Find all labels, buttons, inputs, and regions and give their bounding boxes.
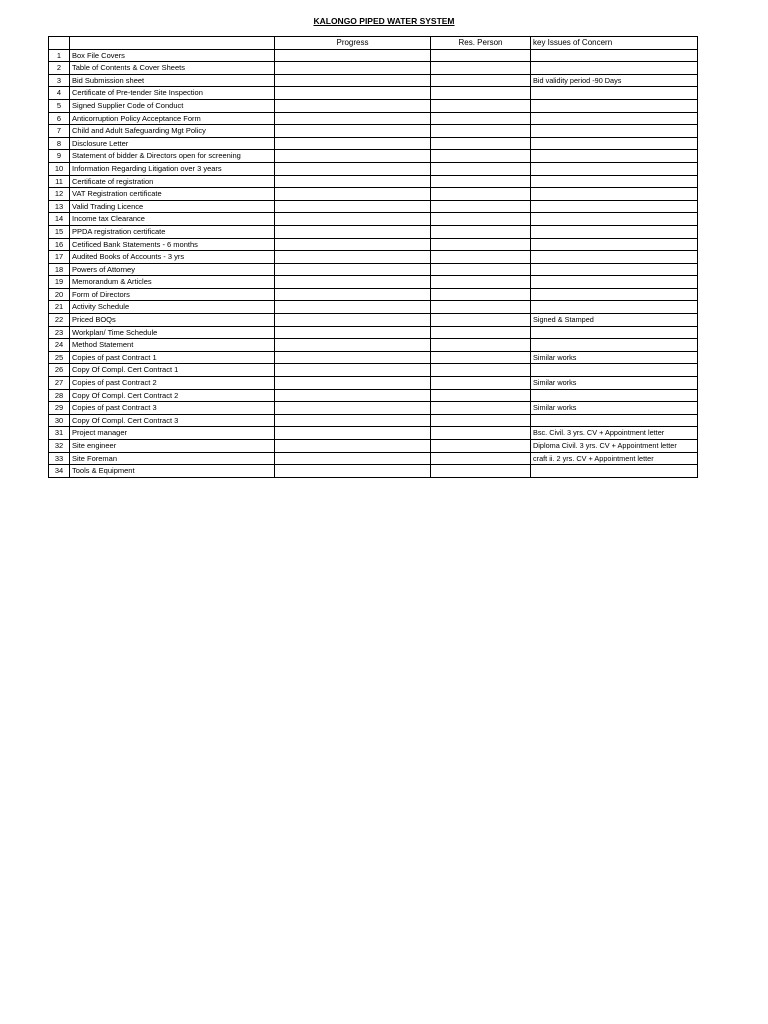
row-issues-cell [531, 49, 698, 62]
row-number: 26 [49, 364, 70, 377]
row-progress-cell [275, 125, 431, 138]
row-res-person-cell [431, 175, 531, 188]
row-number: 5 [49, 99, 70, 112]
row-res-person-cell [431, 49, 531, 62]
row-progress-cell [275, 288, 431, 301]
row-number: 32 [49, 440, 70, 453]
row-issues-cell [531, 188, 698, 201]
table-row [49, 351, 698, 364]
row-number: 20 [49, 288, 70, 301]
table-row [49, 427, 698, 440]
row-issues-cell [531, 364, 698, 377]
table-row [49, 402, 698, 415]
row-number: 16 [49, 238, 70, 251]
row-number: 3 [49, 74, 70, 87]
row-issues-cell [531, 62, 698, 75]
row-res-person-cell [431, 112, 531, 125]
row-issues-cell [531, 162, 698, 175]
row-item: PPDA registration certificate [70, 225, 275, 238]
row-number: 34 [49, 465, 70, 478]
row-item: Audited Books of Accounts - 3 yrs [70, 251, 275, 264]
row-item: Copy Of Compl. Cert Contract 3 [70, 414, 275, 427]
row-issues-cell [531, 137, 698, 150]
row-progress-cell [275, 414, 431, 427]
row-issues-cell [531, 87, 698, 100]
row-progress-cell [275, 452, 431, 465]
table-row [49, 238, 698, 251]
row-res-person-cell [431, 188, 531, 201]
row-res-person-cell [431, 288, 531, 301]
row-issues-cell [531, 276, 698, 289]
row-item: Cetificed Bank Statements - 6 months [70, 238, 275, 251]
row-issues-cell: craft ii. 2 yrs. CV + Appointment letter [531, 452, 698, 465]
row-progress-cell [275, 162, 431, 175]
row-issues-cell [531, 175, 698, 188]
row-issues-cell [531, 225, 698, 238]
row-issues-cell [531, 465, 698, 478]
row-progress-cell [275, 99, 431, 112]
row-number: 25 [49, 351, 70, 364]
row-progress-cell [275, 339, 431, 352]
row-progress-cell [275, 213, 431, 226]
row-item: Anticorruption Policy Acceptance Form [70, 112, 275, 125]
row-item: Income tax Clearance [70, 213, 275, 226]
row-progress-cell [275, 225, 431, 238]
table-row [49, 339, 698, 352]
header-res-person: Res. Person [431, 37, 531, 50]
row-issues-cell: Similar works [531, 351, 698, 364]
checklist-table [48, 36, 698, 478]
row-item: Site Foreman [70, 452, 275, 465]
row-item: Method Statement [70, 339, 275, 352]
row-item: Form of Directors [70, 288, 275, 301]
row-res-person-cell [431, 213, 531, 226]
row-res-person-cell [431, 465, 531, 478]
row-res-person-cell [431, 87, 531, 100]
header-item [70, 37, 275, 50]
row-item: Copies of past Contract 3 [70, 402, 275, 415]
row-number: 33 [49, 452, 70, 465]
row-issues-cell [531, 301, 698, 314]
row-issues-cell [531, 112, 698, 125]
row-progress-cell [275, 74, 431, 87]
row-issues-cell [531, 213, 698, 226]
row-issues-cell [531, 339, 698, 352]
row-res-person-cell [431, 389, 531, 402]
row-progress-cell [275, 150, 431, 163]
row-number: 31 [49, 427, 70, 440]
table-row [49, 288, 698, 301]
row-res-person-cell [431, 162, 531, 175]
table-row [49, 301, 698, 314]
row-number: 10 [49, 162, 70, 175]
row-issues-cell [531, 238, 698, 251]
row-res-person-cell [431, 137, 531, 150]
row-item: Memorandum & Articles [70, 276, 275, 289]
row-issues-cell [531, 326, 698, 339]
table-row [49, 452, 698, 465]
row-progress-cell [275, 427, 431, 440]
row-number: 12 [49, 188, 70, 201]
row-number: 1 [49, 49, 70, 62]
row-res-person-cell [431, 125, 531, 138]
row-progress-cell [275, 389, 431, 402]
row-progress-cell [275, 175, 431, 188]
row-progress-cell [275, 62, 431, 75]
row-item: Copies of past Contract 1 [70, 351, 275, 364]
row-number: 2 [49, 62, 70, 75]
row-item: Tools & Equipment [70, 465, 275, 478]
row-number: 13 [49, 200, 70, 213]
row-item: Disclosure Letter [70, 137, 275, 150]
row-number: 7 [49, 125, 70, 138]
table-row [49, 74, 698, 87]
row-res-person-cell [431, 452, 531, 465]
row-progress-cell [275, 301, 431, 314]
row-issues-cell: Diploma Civil. 3 yrs. CV + Appointment letter [531, 440, 698, 453]
header-issues: key Issues of Concern [531, 37, 698, 50]
table-body [49, 49, 698, 477]
row-item: Copy Of Compl. Cert Contract 1 [70, 364, 275, 377]
row-number: 18 [49, 263, 70, 276]
row-progress-cell [275, 238, 431, 251]
row-item: Certificate of Pre-tender Site Inspection [70, 87, 275, 100]
table-row [49, 200, 698, 213]
table-row [49, 162, 698, 175]
table-row [49, 188, 698, 201]
row-number: 9 [49, 150, 70, 163]
table-row [49, 150, 698, 163]
row-number: 17 [49, 251, 70, 264]
table-row [49, 326, 698, 339]
row-number: 28 [49, 389, 70, 402]
row-issues-cell [531, 414, 698, 427]
table-row [49, 99, 698, 112]
row-res-person-cell [431, 326, 531, 339]
row-res-person-cell [431, 427, 531, 440]
row-res-person-cell [431, 414, 531, 427]
row-res-person-cell [431, 440, 531, 453]
row-number: 15 [49, 225, 70, 238]
row-progress-cell [275, 137, 431, 150]
row-issues-cell: Similar works [531, 377, 698, 390]
row-item: Child and Adult Safeguarding Mgt Policy [70, 125, 275, 138]
table-row [49, 364, 698, 377]
table-row [49, 440, 698, 453]
row-res-person-cell [431, 99, 531, 112]
row-number: 6 [49, 112, 70, 125]
row-res-person-cell [431, 339, 531, 352]
row-issues-cell: Bid validity period -90 Days [531, 74, 698, 87]
row-number: 19 [49, 276, 70, 289]
row-item: Copies of past Contract 2 [70, 377, 275, 390]
row-number: 21 [49, 301, 70, 314]
table-row [49, 62, 698, 75]
row-progress-cell [275, 326, 431, 339]
table-row [49, 137, 698, 150]
table-row [49, 377, 698, 390]
row-item: Statement of bidder & Directors open for screening [70, 150, 275, 163]
row-res-person-cell [431, 402, 531, 415]
row-issues-cell [531, 288, 698, 301]
row-item: Box File Covers [70, 49, 275, 62]
row-issues-cell [531, 99, 698, 112]
row-item: Project manager [70, 427, 275, 440]
row-progress-cell [275, 200, 431, 213]
row-item: Information Regarding Litigation over 3 years [70, 162, 275, 175]
row-item: Powers of Attorney [70, 263, 275, 276]
row-number: 22 [49, 314, 70, 327]
row-progress-cell [275, 377, 431, 390]
row-number: 11 [49, 175, 70, 188]
row-progress-cell [275, 112, 431, 125]
row-res-person-cell [431, 263, 531, 276]
row-res-person-cell [431, 314, 531, 327]
row-res-person-cell [431, 62, 531, 75]
row-number: 8 [49, 137, 70, 150]
table-row [49, 175, 698, 188]
table-row [49, 49, 698, 62]
row-res-person-cell [431, 364, 531, 377]
header-num [49, 37, 70, 50]
row-item: Signed Supplier Code of Conduct [70, 99, 275, 112]
row-progress-cell [275, 351, 431, 364]
row-issues-cell: Signed & Stamped [531, 314, 698, 327]
row-issues-cell: Similar works [531, 402, 698, 415]
row-number: 23 [49, 326, 70, 339]
row-number: 24 [49, 339, 70, 352]
row-item: Activity Schedule [70, 301, 275, 314]
table-row [49, 414, 698, 427]
row-number: 14 [49, 213, 70, 226]
row-issues-cell [531, 150, 698, 163]
row-issues-cell [531, 389, 698, 402]
row-item: Bid Submission sheet [70, 74, 275, 87]
row-item: Priced BOQs [70, 314, 275, 327]
table-row [49, 213, 698, 226]
document-title [0, 16, 768, 26]
table-row [49, 125, 698, 138]
row-res-person-cell [431, 251, 531, 264]
row-res-person-cell [431, 351, 531, 364]
row-progress-cell [275, 276, 431, 289]
row-res-person-cell [431, 74, 531, 87]
row-item: Site engineer [70, 440, 275, 453]
table-row [49, 314, 698, 327]
row-item: Certificate of registration [70, 175, 275, 188]
row-item: Copy Of Compl. Cert Contract 2 [70, 389, 275, 402]
row-progress-cell [275, 364, 431, 377]
row-issues-cell [531, 263, 698, 276]
table-row [49, 251, 698, 264]
row-issues-cell: Bsc. Civil. 3 yrs. CV + Appointment letter [531, 427, 698, 440]
table-row [49, 276, 698, 289]
row-number: 27 [49, 377, 70, 390]
table-row [49, 465, 698, 478]
row-res-person-cell [431, 276, 531, 289]
document-title-text: KALONGO PIPED WATER SYSTEM [313, 16, 455, 26]
row-res-person-cell [431, 225, 531, 238]
row-progress-cell [275, 314, 431, 327]
row-res-person-cell [431, 200, 531, 213]
row-progress-cell [275, 87, 431, 100]
row-res-person-cell [431, 150, 531, 163]
row-progress-cell [275, 188, 431, 201]
row-number: 30 [49, 414, 70, 427]
row-progress-cell [275, 49, 431, 62]
row-issues-cell [531, 200, 698, 213]
row-progress-cell [275, 440, 431, 453]
table-row [49, 112, 698, 125]
row-progress-cell [275, 402, 431, 415]
row-res-person-cell [431, 238, 531, 251]
header-progress: Progress [275, 37, 431, 50]
row-item: VAT Registration certificate [70, 188, 275, 201]
row-item: Valid Trading Licence [70, 200, 275, 213]
row-item: Table of Contents & Cover Sheets [70, 62, 275, 75]
row-progress-cell [275, 465, 431, 478]
table-row [49, 263, 698, 276]
row-item: Workplan/ Time Schedule [70, 326, 275, 339]
row-progress-cell [275, 251, 431, 264]
table-row [49, 389, 698, 402]
table-row [49, 225, 698, 238]
row-number: 4 [49, 87, 70, 100]
row-issues-cell [531, 251, 698, 264]
header-row [49, 37, 698, 50]
row-res-person-cell [431, 377, 531, 390]
row-number: 29 [49, 402, 70, 415]
row-issues-cell [531, 125, 698, 138]
table-row [49, 87, 698, 100]
row-res-person-cell [431, 301, 531, 314]
row-progress-cell [275, 263, 431, 276]
